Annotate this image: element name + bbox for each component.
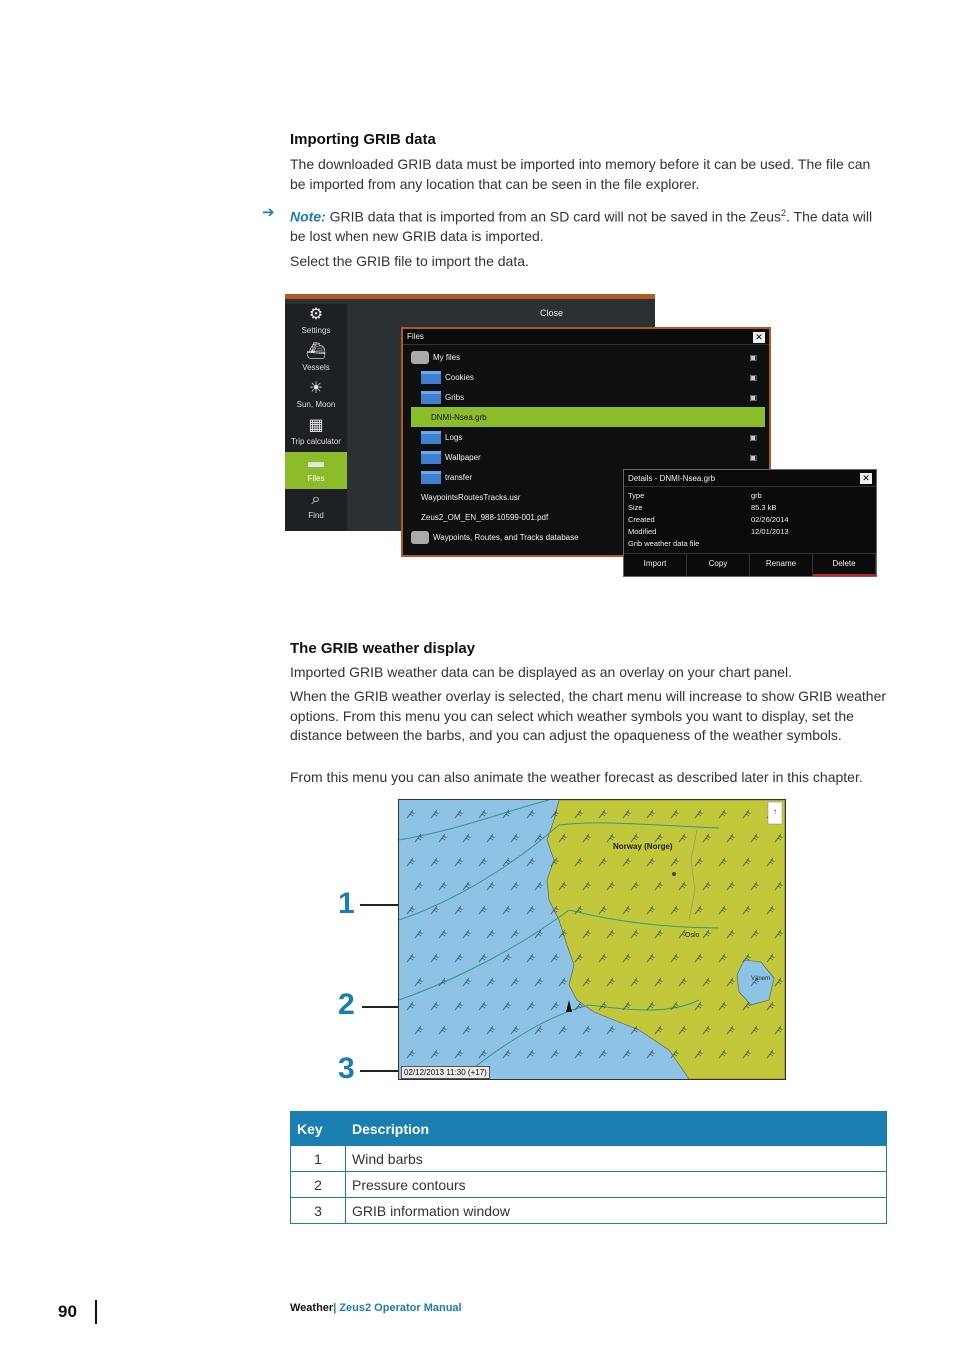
cell-key: 2 bbox=[291, 1172, 346, 1198]
footer-manual: Zeus2 Operator Manual bbox=[336, 1302, 462, 1314]
file-row-dnmi-nsea[interactable]: DNMI-Nsea.grb bbox=[411, 407, 765, 427]
footer-chapter: Weather bbox=[290, 1302, 334, 1314]
rename-button[interactable]: Rename bbox=[750, 554, 813, 576]
file-row-manual-pdf[interactable]: Zeus2_OM_EN_988-10599-001.pdf bbox=[421, 512, 549, 522]
key-table bbox=[290, 1111, 887, 1224]
table-row bbox=[291, 1146, 887, 1172]
vessel-icon: ⛴ bbox=[305, 343, 327, 360]
table-header-row bbox=[291, 1112, 887, 1146]
cell-key: 1 bbox=[291, 1146, 346, 1172]
cell-desc: Pressure contours bbox=[346, 1172, 887, 1198]
section-heading-importing: Importing GRIB data bbox=[290, 131, 436, 148]
close-icon[interactable]: ✕ bbox=[860, 473, 872, 484]
file-row-wallpaper[interactable]: Wallpaper ▣ bbox=[411, 447, 765, 467]
details-buttons bbox=[624, 553, 876, 576]
file-row-gribs[interactable]: Gribs ▣ bbox=[411, 387, 765, 407]
file-menu-icon: ▣ bbox=[749, 432, 757, 442]
header-description: Description bbox=[346, 1112, 887, 1146]
folder-icon bbox=[421, 371, 441, 384]
sidebar-item-vessels[interactable] bbox=[285, 341, 347, 378]
grib-info-window: 02/12/2013 11:30 (+17) bbox=[401, 1066, 490, 1079]
sidebar-label: Settings bbox=[301, 326, 331, 335]
sidebar-label: Trip calculator bbox=[291, 437, 341, 446]
details-title: Details - DNMI-Nsea.grb bbox=[624, 470, 876, 487]
table-row bbox=[291, 1172, 887, 1198]
sun-icon: ☀ bbox=[308, 380, 324, 397]
grib-chart-map bbox=[398, 799, 786, 1080]
file-row-database[interactable]: Waypoints, Routes, and Tracks database bbox=[411, 527, 765, 547]
folder-icon bbox=[421, 471, 441, 484]
folder-icon: ▬ bbox=[308, 454, 324, 471]
file-row-waypoints-usr[interactable]: WaypointsRoutesTracks.usr bbox=[421, 492, 521, 502]
calculator-icon: ▦ bbox=[308, 417, 324, 434]
callout-1: 1 bbox=[338, 887, 355, 920]
instruction-text: Select the GRIB file to import the data. bbox=[290, 253, 529, 269]
disk-icon bbox=[411, 351, 429, 364]
folder-icon bbox=[421, 391, 441, 404]
import-button[interactable]: Import bbox=[624, 554, 687, 576]
details-dialog bbox=[623, 469, 877, 577]
cell-key: 3 bbox=[291, 1198, 346, 1224]
display-paragraph-1: Imported GRIB weather data can be displayed as an overlay on your chart panel. bbox=[290, 664, 792, 680]
sidebar-label: Sun, Moon bbox=[296, 400, 336, 409]
sidebar-item-trip-calculator[interactable] bbox=[285, 415, 347, 452]
file-row-transfer[interactable]: transfer bbox=[411, 467, 765, 487]
detail-row: Modified 12/01/2013 bbox=[628, 527, 789, 536]
folder-icon bbox=[421, 451, 441, 464]
import-paragraph: The downloaded GRIB data must be imported into memory before it can be used. The file can be imported from any location that can be seen in the file explorer. bbox=[290, 156, 871, 192]
city-label-oslo: Oslo bbox=[685, 932, 700, 939]
files-title: Files bbox=[403, 329, 769, 345]
sidebar-item-sun-moon[interactable] bbox=[285, 378, 347, 415]
note-sup: 2 bbox=[781, 208, 787, 218]
detail-row: Size 85.3 kB bbox=[628, 503, 777, 512]
note-text-b: . The data will be lost when new GRIB data is imported. bbox=[290, 208, 873, 245]
note-label: Note: bbox=[290, 208, 326, 225]
footer-separator: | bbox=[333, 1302, 337, 1314]
file-menu-icon: ▣ bbox=[749, 392, 757, 402]
cell-desc: GRIB information window bbox=[346, 1198, 887, 1224]
map-svg bbox=[399, 800, 785, 1079]
note-arrow-icon: ➔ bbox=[262, 204, 275, 221]
file-row-logs[interactable]: Logs ▣ bbox=[411, 427, 765, 447]
footer-divider bbox=[95, 1300, 97, 1324]
file-menu-icon: ▣ bbox=[749, 372, 757, 382]
file-row-cookies[interactable]: Cookies ▣ bbox=[411, 367, 765, 387]
sidebar-label: Vessels bbox=[302, 363, 330, 372]
disk-icon bbox=[411, 531, 429, 544]
files-screenshot bbox=[285, 294, 877, 586]
country-label: Norway (Norge) bbox=[613, 842, 673, 851]
file-menu-icon: ▣ bbox=[749, 452, 757, 462]
section-heading-grib-display: The GRIB weather display bbox=[290, 640, 476, 657]
note-paragraph bbox=[290, 204, 886, 247]
tools-sidebar bbox=[285, 304, 347, 531]
delete-button[interactable]: Delete bbox=[813, 554, 876, 576]
close-button[interactable]: Close bbox=[540, 308, 564, 318]
callout-2: 2 bbox=[338, 988, 355, 1021]
detail-row: Grib weather data file bbox=[628, 539, 700, 548]
close-icon[interactable]: ✕ bbox=[753, 332, 765, 343]
table-row bbox=[291, 1198, 887, 1224]
sidebar-label: Files bbox=[307, 474, 325, 483]
details-grid bbox=[624, 487, 876, 553]
gear-icon: ⚙ bbox=[308, 306, 324, 323]
callout-3: 3 bbox=[338, 1052, 355, 1085]
city-label-vanern: Vänern bbox=[751, 976, 771, 982]
detail-row: Created 02/26/2014 bbox=[628, 515, 789, 524]
detail-row: Type grb bbox=[628, 491, 762, 500]
file-menu-icon: ▣ bbox=[749, 352, 757, 362]
footer-text bbox=[290, 1302, 462, 1314]
north-arrow-glyph: ↑ bbox=[773, 807, 777, 816]
note-text-a: GRIB data that is imported from an SD card will not be saved in the Zeus bbox=[329, 208, 781, 225]
folder-icon bbox=[421, 431, 441, 444]
callout-line-3 bbox=[360, 1070, 400, 1072]
display-paragraph-3: From this menu you can also animate the weather forecast as described later in this chapter. bbox=[290, 769, 863, 785]
page-number: 90 bbox=[58, 1302, 77, 1321]
search-icon: ⌕ bbox=[311, 491, 321, 508]
sidebar-item-settings[interactable] bbox=[285, 304, 347, 341]
city-marker bbox=[672, 872, 676, 876]
file-row-my-files[interactable]: My files ▣ bbox=[411, 347, 765, 367]
sidebar-item-find[interactable] bbox=[285, 489, 347, 526]
header-key: Key bbox=[291, 1112, 346, 1146]
cell-desc: Wind barbs bbox=[346, 1146, 887, 1172]
sidebar-label: Find bbox=[308, 511, 324, 520]
copy-button[interactable]: Copy bbox=[687, 554, 750, 576]
display-paragraph-2: When the GRIB weather overlay is selected, the chart menu will increase to show GRIB weather options. From this menu you can select which weather symbols you want to display, set the distance between the barbs, and you can adjust the opaqueness of the weather symbols. bbox=[290, 688, 887, 743]
sidebar-item-files[interactable] bbox=[285, 452, 347, 489]
